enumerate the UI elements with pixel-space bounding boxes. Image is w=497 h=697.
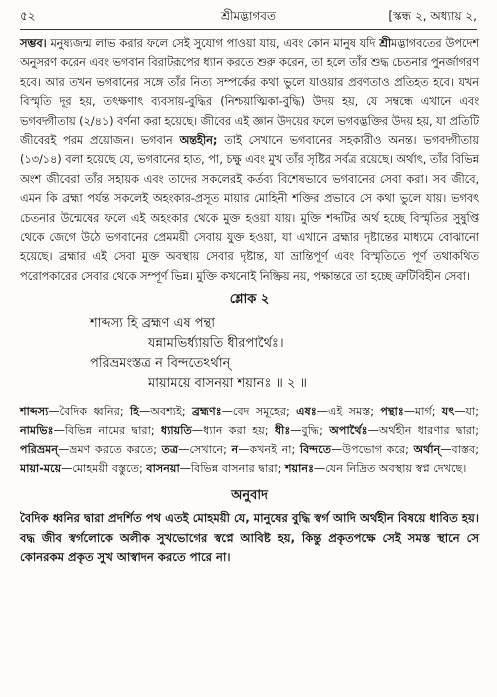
- synonym-word: ধ্যায়তি: [160, 424, 192, 438]
- verse-line: পরিভ্রমংস্তত্র ন বিন্দতেঽর্থান্: [90, 356, 231, 372]
- header-rule: [20, 29, 477, 30]
- purport-bold-a: শ্রী: [379, 36, 391, 50]
- synonym-meaning: বিভিন্ন নামের দ্বারা;: [64, 424, 161, 438]
- synonym-meaning: কখনই না;: [249, 443, 300, 457]
- purport-text-c: তাই সেখানে ভগবানের সহকারীও অনন্ত। ভগবদ্গীতায় (১৩/১৪) বলা হয়েছে যে, ভগবানের হাত, পা, চক্ষু এবং মুখ তাঁর সৃষ্টির সর্বত্র রয়েছে। অর্থাৎ, তাঁর বিভিন্ন অংশ জীবেরা তাঁর সহায়ক এবং তাদের সকলেরই কর্তব্য বিশেষভাবে ভগবানের সেবা করা। সব জীবে, এমন কি ব্রহ্মা পর্যন্ত সকলেই অহংকার-প্রসূত মায়ার মোহিনী শক্তির প্রভাবে সে কথা ভুলে যায়। ভগবৎ চেতনার উন্মেষের ফলে এই অহংকার থেকে মুক্ত হওয়া যায়। মুক্তি শব্দটির অর্থ হচ্ছে বিস্মৃতির সুষুপ্তি থেকে জেগে উঠে ভগবানের প্রেমময়ী সেবায় যুক্ত হওয়া, যা এখানে ব্রহ্মার দৃষ্টান্তের মাধ্যমে বোঝানো হয়েছে। ব্রহ্মার এই সেবা মুক্ত অবস্থায় সেবার দৃষ্টান্ত, যা ভ্রান্তিপূর্ণ এবং বিস্মৃতিতে পূর্ণ তথাকথিত পরোপকারের সেবার থেকে সম্পূর্ণ ভিন্ন। মুক্তি কখনোই নিষ্ক্রিয় নয়, পক্ষান্তরে তা হচ্ছে ত্রুটিবিহীন সেবা।: [20, 133, 479, 283]
- book-title: শ্রীমদ্ভাগবত: [220, 9, 276, 23]
- translation-text: বৈদিক ধ্বনির দ্বারা প্রদর্শিত পথ এতই মোহময়ী যে, মানুষের বুদ্ধি স্বর্গ আদি অর্থহীন বিষয়ে ধাবিত হয়। বদ্ধ জীব স্বর্গলোকে অলীক সুখভোগের স্বপ্নে আবিষ্ট হয়, কিন্তু প্রকৃতপক্ষে সেই সমস্ত স্থানে সে কোনরকম প্রকৃত সুখ আস্বাদন করতে পারে না।: [20, 511, 479, 565]
- verse-line: মায়াময়ে বাসনয়া শয়ানঃ ॥ ২ ॥: [148, 376, 307, 392]
- synonym-meaning: বৈদিক ধ্বনির;: [59, 405, 130, 419]
- synonym-meaning: উপভোগ করে;: [342, 443, 414, 457]
- synonym-word: শয়ানঃ: [284, 462, 315, 476]
- synonym-word: ব্রহ্মণঃ: [191, 405, 222, 419]
- purport-text-a: মনুষ্যজন্ম লাভ করার ফলে সেই সুযোগ পাওয়া যায়, এবং কোন মানুষ যদি: [46, 36, 380, 50]
- purport-bold-b: অন্তহীন;: [179, 133, 218, 148]
- purport-lead-word: সম্ভব।: [20, 36, 47, 50]
- synonym-word: শাব্দস্য: [20, 405, 49, 419]
- synonym-word: পন্থাঃ: [380, 405, 404, 419]
- sloka-heading: শ্লোক ২: [229, 292, 270, 308]
- synonym-meaning: ধ্যান করা হয়;: [203, 424, 275, 438]
- page-body: [20, 34, 479, 568]
- synonym-meaning: মার্গ;: [415, 405, 442, 419]
- synonym-word: ন: [231, 443, 239, 457]
- synonym-word: অপার্থৈঃ: [329, 424, 368, 438]
- synonym-meaning: অর্থহীন ধারণার দ্বারা;: [378, 424, 479, 438]
- synonym-meaning: বাস্তব;: [451, 443, 480, 457]
- synonym-word: ধীঃ: [274, 424, 291, 438]
- page-header: [20, 8, 477, 26]
- synonym-meaning: অবশ্যই;: [150, 405, 192, 419]
- translation-heading: অনুবাদ: [231, 488, 268, 504]
- synonym-word: তত্র: [161, 443, 179, 457]
- synonym-meaning: বুদ্ধি;: [301, 424, 330, 438]
- chapter-reference: [স্কন্ধ ২, অধ্যায় ২,: [388, 9, 477, 23]
- synonym-word: অর্থান্: [413, 443, 441, 457]
- synonym-word: হি: [129, 405, 140, 419]
- synonym-word: এষঃ: [296, 405, 317, 419]
- purport-paragraph: [20, 34, 479, 286]
- synonym-word: নামভিঃ: [20, 424, 54, 438]
- synonym-word: পরিভ্রমন্: [20, 443, 59, 457]
- synonym-meaning: সেখানে;: [189, 443, 232, 457]
- synonym-meaning: বিভিন্ন বাসনার দ্বারা;: [190, 462, 285, 476]
- sloka-verse: [20, 314, 479, 394]
- synonym-word: যৎ: [441, 405, 455, 419]
- page-number: ৫২: [20, 9, 36, 23]
- synonym-meaning: যা;: [465, 405, 480, 419]
- verse-line: শাব্দস্য হি ব্রহ্মণ এষ পন্থা: [90, 316, 216, 332]
- synonym-meaning: এই সমস্ত;: [327, 405, 381, 419]
- synonym-word: বিন্দতে: [299, 443, 332, 457]
- synonym-meaning: বেদ সমূহের;: [232, 405, 297, 419]
- synonym-word: বাসনয়া: [146, 462, 180, 476]
- verse-line: যন্নামভির্ধ্যায়তি ধীরপার্থৈঃ।: [148, 336, 284, 352]
- synonyms-paragraph: শাব্দস্য—বৈদিক ধ্বনির; হি—অবশ্যই; ব্রহ্মণঃ—বেদ সমূহের; এষঃ—এই সমস্ত; পন্থাঃ—মার্গ; যৎ—যা; নামভিঃ—বিভিন্ন নামের দ্বারা; ধ্যায়তি—ধ্যান করা হয়; ধীঃ—বুদ্ধি; অপার্থৈঃ—অর্থহীন ধারণার দ্বারা; পরিভ্রমন্—ভ্রমণ করতে করতে; তত্র—সেখানে; ন—কখনই না; বিন্দতে—উপভোগ করে; অর্থান্—বাস্তব; মায়া-ময়ে—মোহময়ী বস্তুতে; বাসনয়া—বিভিন্ন বাসনার দ্বারা; শয়ানঃ—যেন নিদ্রিত অবস্থায় স্বপ্ন দেখছে।: [20, 405, 480, 476]
- synonym-meaning: যেন নিদ্রিত অবস্থায় স্বপ্ন দেখছে।: [325, 462, 467, 476]
- synonym-meaning: মোহময়ী বস্তুতে;: [72, 462, 147, 476]
- synonym-word: মায়া-ময়ে: [20, 462, 62, 476]
- purport-text-b: মদ্ভাগবতের উপদেশ অনুসরণ করেন এবং ভগবান বিরাটরূপের ধ্যান করতে শুরু করেন, তা হলে তাঁর শুদ্ধ চেতনার পুনর্জাগরণ হবে। আর তখন ভগবানের সঙ্গে তাঁর নিত্য সম্পর্কের কথা ভুলে যাওয়ার প্রবণতাও প্রতিহত হবে। যখন বিস্মৃতি দূর হয়, তৎক্ষণাৎ ব্যবসায়-বুদ্ধির (নিশ্চয়াত্মিকা-বুদ্ধি) উদয় হয়, যে সম্বন্ধে এখানে এবং ভগবদ্গীতায় (২/৪১) বর্ণনা করা হয়েছে। জীবের এই জ্ঞান উদয়ের ফলে ভগবদ্ভক্তির উদয় হয়, যা প্রতিটি জীবেরই পরম প্রয়োজন। ভগবান: [20, 36, 479, 148]
- synonym-meaning: ভ্রমণ করতে করতে;: [69, 443, 162, 457]
